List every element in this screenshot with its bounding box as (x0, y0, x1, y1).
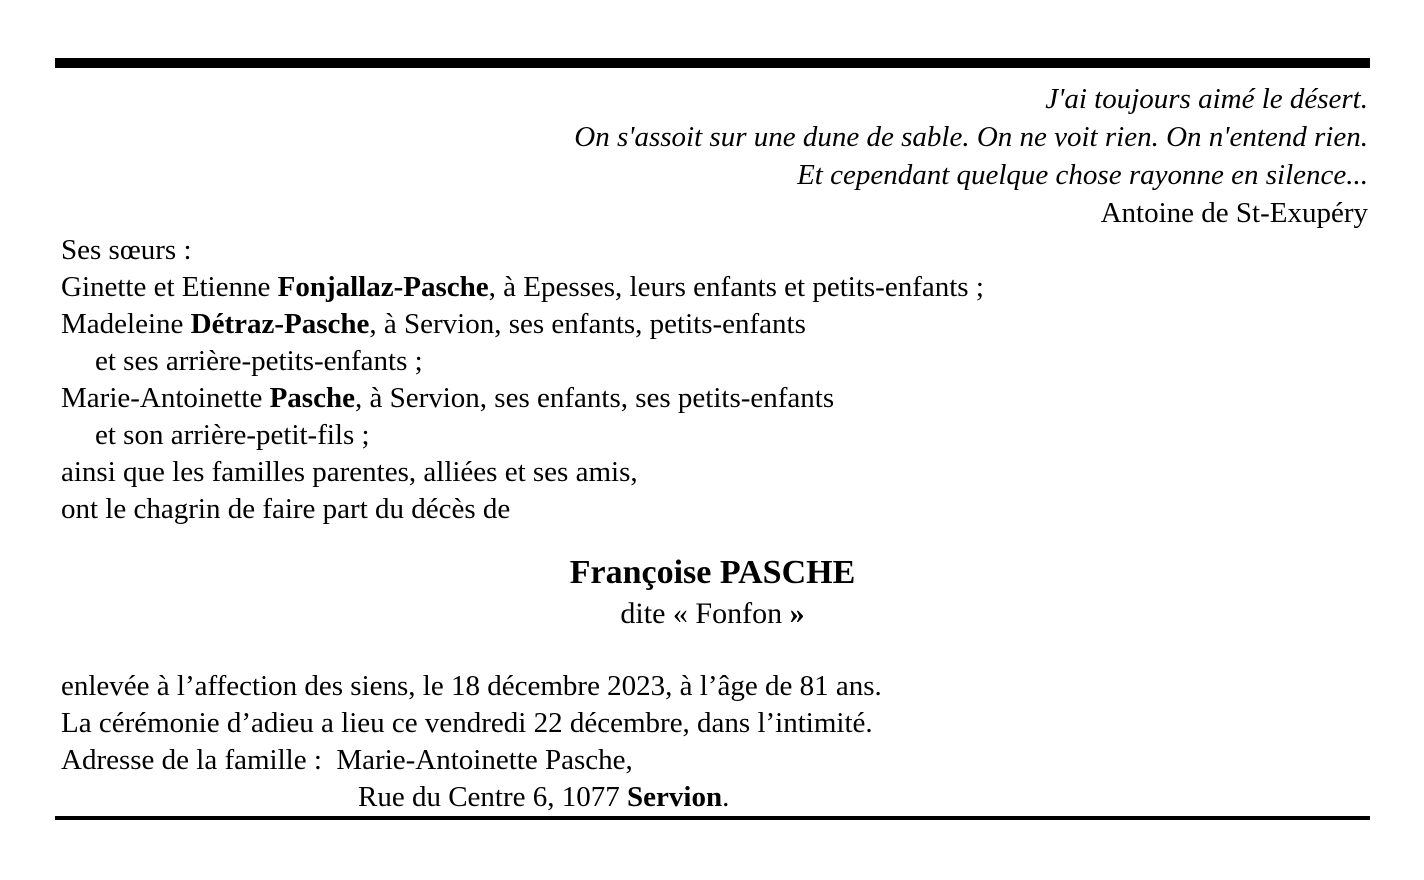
quote-line: On s'assoit sur une dune de sable. On ne voit rien. On n'entend rien. (574, 121, 1368, 153)
family-line: Madeleine Détraz-Pasche, à Servion, ses enfants, petits-enfants (61, 308, 806, 340)
deceased-alias: dite « Fonfon » (620, 597, 805, 630)
closing-block (55, 668, 1370, 816)
document-body (55, 58, 1370, 820)
closing-line: Adresse de la famille : Marie-Antoinette Pasche, (61, 744, 633, 776)
family-line: et ses arrière-petits-enfants ; (95, 345, 423, 377)
bottom-rule (55, 816, 1370, 820)
family-block (55, 232, 1370, 528)
family-line: ainsi que les familles parentes, alliées et ses amis, (61, 456, 638, 488)
closing-line: La cérémonie d’adieu a lieu ce vendredi 22 décembre, dans l’intimité. (61, 707, 873, 739)
quote-line: J'ai toujours aimé le désert. (1045, 83, 1368, 115)
quote-attribution: Antoine de St-Exupéry (1100, 197, 1368, 229)
family-intro: Ses sœurs : (61, 234, 192, 266)
top-rule (55, 58, 1370, 68)
closing-line-address: Rue du Centre 6, 1077 Servion. (358, 781, 730, 813)
family-line: Ginette et Etienne Fonjallaz-Pasche, à Epesses, leurs enfants et petits-enfants ; (61, 271, 984, 303)
family-line: ont le chagrin de faire part du décès de (61, 493, 511, 525)
family-line: Marie-Antoinette Pasche, à Servion, ses enfants, ses petits-enfants (61, 382, 835, 414)
quote-block (55, 80, 1370, 232)
closing-line: enlevée à l’affection des siens, le 18 décembre 2023, à l’âge de 81 ans. (61, 670, 882, 702)
family-line: et son arrière-petit-fils ; (95, 419, 370, 451)
deceased-name: Françoise PASCHE (569, 554, 856, 591)
quote-line: Et cependant quelque chose rayonne en silence... (797, 159, 1368, 191)
deceased-block (55, 552, 1370, 633)
